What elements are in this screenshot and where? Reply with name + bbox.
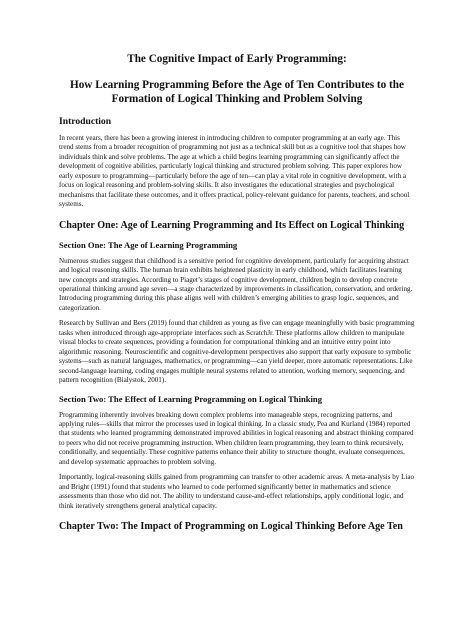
document-title: The Cognitive Impact of Early Programming: [127, 53, 347, 65]
section-one-paragraph-1: Numerous studies suggest that childhood is a sensitive period for cognitive development, particularly for acquiring abstract and logical reasoning skills. The human brain exhibits heightened plasticity in early childhood, which facilitates learning new concepts and strategies. According to Piaget’s stages of cognitive development, children begin to develop concrete operational thinking around age seven—a stage characterized by improvements in classification, conservation, and ordering. Introducing programming during this phase aligns well with children’s emerging abilities to grasp logic, sequences, and categorization. [59, 256, 413, 312]
chapter-two-heading: Chapter Two: The Impact of Programming on Logical Thinking Before Age Ten [59, 521, 403, 533]
introduction-paragraph: In recent years, there has been a growing interest in introducing children to computer programming at an early age. This trend stems from a broader recognition of programming not just as a technical skill but as a cognitive tool that shapes how individuals think and solve problems. The age at which a child begins learning programming can significantly affect the development of cognitive abilities, particularly logical thinking and structured problem solving. This paper explores how early exposure to programming—particularly before the age of ten—can play a vital role in cognitive development, with a focus on logical reasoning and problem-solving skills. It also investigates the educational strategies and psychological mechanisms that facilitate these outcomes, and it offers practical, policy-relevant guidance for parents, teachers, and school systems. [59, 134, 410, 209]
introduction-heading: Introduction [59, 116, 112, 127]
section-two-paragraph-1: Programming inherently involves breaking down complex problems into manageable steps, recognizing patterns, and applying rules—skills that mirror the processes used in logical thinking. In a classic study, Pea and Kurland (1984) reported that students who learned programming demonstrated improved abilities in logical reasoning and abstract thinking compared to peers who did not receive programming instruction. When children learn programming, they learn to think recursively, conditionally, and sequentially. These cognitive patterns enhance their ability to structure thought, evaluate consequences, and develop systematic approaches to problem solving. [59, 410, 414, 466]
section-two-paragraph-2: Importantly, logical-reasoning skills gained from programming can transfer to other academic areas. A meta-analysis by Liao and Bright (1991) found that students who learned to code performed significantly better in mathematics and science assessments than those who did not. The ability to understand cause-and-effect relationships, apply conditional logic, and think iteratively strengthens general analytical capacity. [59, 473, 415, 510]
section-one-heading: Section One: The Age of Learning Programming [59, 239, 238, 250]
section-two-heading: Section Two: The Effect of Learning Programming on Logical Thinking [59, 393, 322, 404]
section-one-paragraph-2: Research by Sullivan and Bers (2019) found that children as young as five can engage meaningfully with basic programming tasks when introduced through age-appropriate interfaces such as ScratchJr. These platforms allow children to manipulate visual blocks to create sequences, providing a foundation for computational thinking and an intuitive entry point into algorithmic reasoning. Neuroscientific and cognitive-development perspectives also support that early exposure to symbolic systems—such as natural languages, mathematics, or programming—can yield deeper, more automatic representations. Like second-language learning, coding engages multiple neural systems related to attention, working memory, sequencing, and pattern recognition (Bialystok, 2001). [59, 319, 415, 385]
chapter-one-heading: Chapter One: Age of Learning Programming and Its Effect on Logical Thinking [59, 219, 405, 231]
document-subtitle: How Learning Programming Before the Age of Ten Contributes to the Formation of Logical Thinking and Problem Solving [70, 79, 404, 105]
